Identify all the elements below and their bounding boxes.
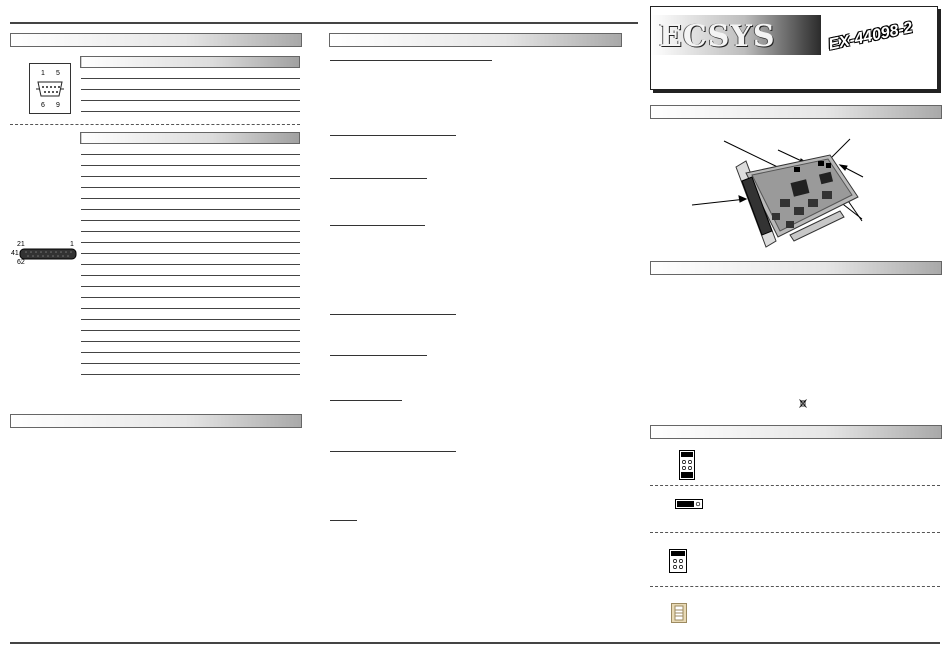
- table-row: [81, 101, 300, 112]
- table-row: [81, 298, 300, 309]
- section-bar-middle: [329, 33, 622, 47]
- table-row: [81, 221, 300, 232]
- db62-connector-icon: [19, 248, 77, 260]
- table-row: [81, 166, 300, 177]
- heading-underline: [330, 451, 456, 452]
- divider: [650, 532, 940, 533]
- table-row: [81, 342, 300, 353]
- table-row: [81, 353, 300, 364]
- table-row: [81, 265, 300, 276]
- section-bar-right-2: [650, 261, 942, 275]
- table-row: [81, 331, 300, 342]
- table-row: [81, 90, 300, 101]
- heading-underline: [330, 178, 427, 179]
- section-bar-right-3: [650, 425, 942, 439]
- section-bar-right-1: [650, 105, 942, 119]
- table-row: [81, 144, 300, 155]
- table-row: [81, 155, 300, 166]
- table-row: [81, 79, 300, 90]
- table-row: [81, 210, 300, 221]
- table-row: [81, 364, 300, 375]
- db9-connector-icon: [35, 78, 65, 100]
- db62-pin-label: 41: [11, 250, 19, 257]
- table-row: [81, 309, 300, 320]
- heading-underline: [330, 314, 456, 315]
- jumper-setting-icon: [669, 549, 687, 573]
- heading-underline: [330, 355, 427, 356]
- logo-box: [650, 6, 938, 90]
- divider: [10, 124, 300, 125]
- pcie-card-illustration: [680, 133, 870, 251]
- db9-pin-label: 1: [41, 70, 45, 77]
- bottom-rule: [10, 642, 940, 644]
- db62-pin-label: 62: [17, 259, 25, 266]
- section-bar-left-1: [10, 33, 302, 47]
- table-row: [81, 199, 300, 210]
- section-bar-left-2: [10, 414, 302, 428]
- table-row: [81, 232, 300, 243]
- divider: [650, 586, 940, 587]
- heading-underline: [330, 135, 456, 136]
- table-row: [81, 276, 300, 287]
- heading-underline: [330, 225, 425, 226]
- table-row: [81, 287, 300, 298]
- db9-pinout-table: [80, 56, 300, 112]
- table-header: [81, 57, 300, 68]
- jumper-setting-icon: [675, 499, 703, 509]
- db62-pin-label: 21: [17, 241, 25, 248]
- db9-pin-label: 6: [41, 102, 45, 109]
- table-row: [81, 320, 300, 331]
- jumper-setting-icon: [679, 450, 695, 480]
- weee-bin-icon: [799, 399, 807, 408]
- table-row: [81, 188, 300, 199]
- divider: [650, 485, 940, 486]
- heading-underline: [330, 60, 492, 61]
- db62-pinout-table: [80, 132, 300, 375]
- logo-brand: ECSYS: [659, 19, 776, 54]
- table-row: [81, 254, 300, 265]
- heading-underline: [330, 520, 357, 521]
- pin-header-icon: [671, 603, 687, 623]
- model-number: EX-44098-2: [827, 19, 915, 54]
- heading-underline: [330, 400, 402, 401]
- db9-pin-label: 9: [56, 102, 60, 109]
- table-row: [81, 243, 300, 254]
- db9-pin-label: 5: [56, 70, 60, 77]
- table-row: [81, 68, 300, 79]
- db9-connector-drawing: [29, 63, 71, 114]
- table-header: [81, 133, 300, 144]
- top-rule: [10, 22, 638, 24]
- db62-pin-label: 1: [70, 241, 74, 248]
- table-row: [81, 177, 300, 188]
